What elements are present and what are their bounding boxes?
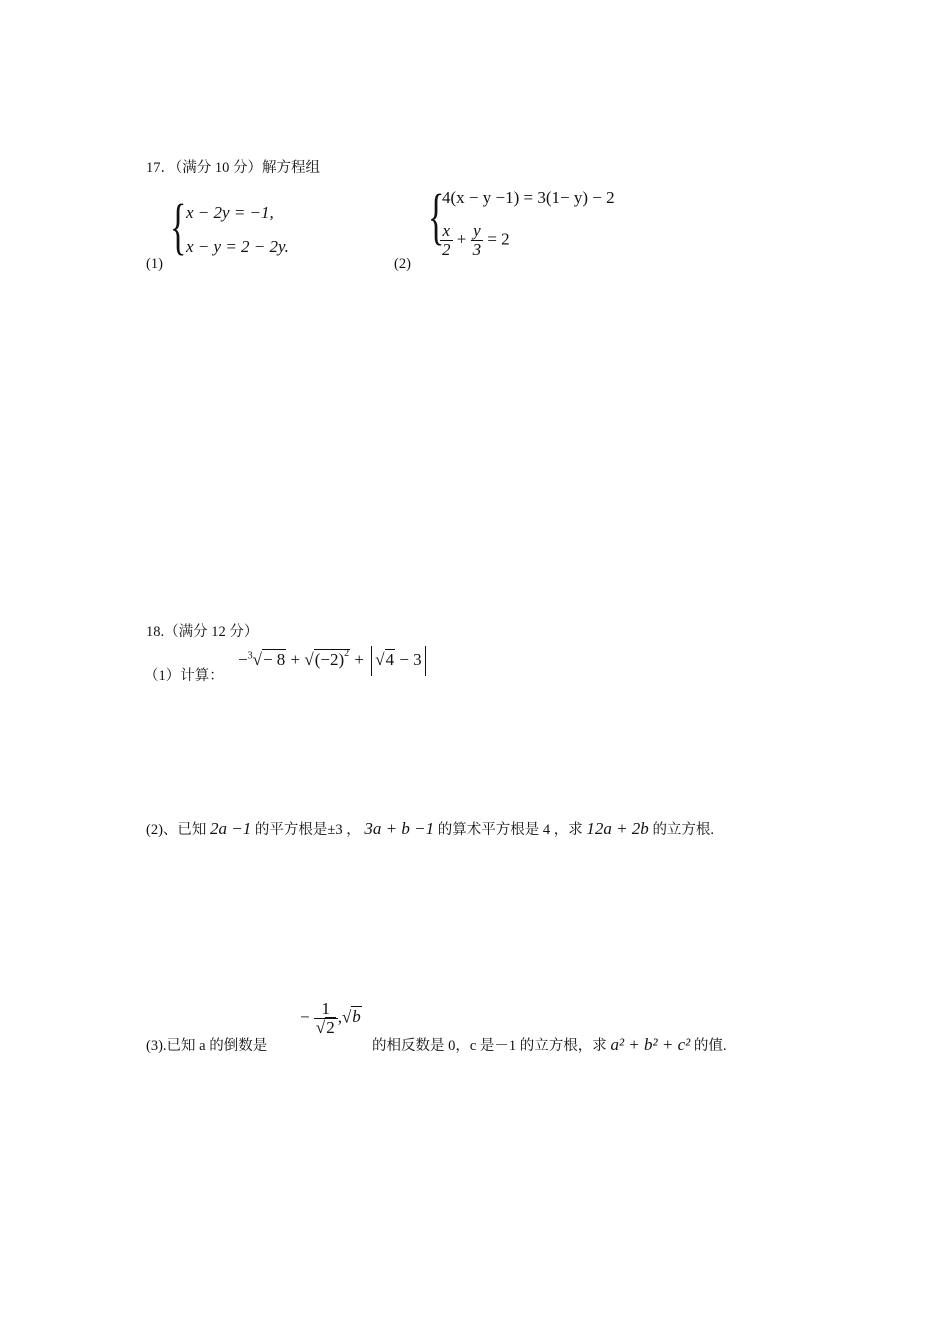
q17-2-eq1: 4(x − y −1) = 3(1− y) − 2: [442, 188, 615, 207]
q18-2-prefix: (2)、已知: [146, 822, 207, 838]
q17-2-label: (2): [394, 256, 411, 272]
expr-2a-1: 2a −1: [210, 819, 252, 838]
minus-sign: −: [238, 649, 248, 669]
q18-1-expression: [238, 646, 429, 676]
sqrt-b: b: [352, 1007, 361, 1027]
q18-3-suffix: 的值.: [693, 1038, 727, 1054]
q18-3-fraction: [300, 1000, 362, 1037]
rhs: = 2: [487, 229, 510, 249]
expr-a2-b2-c2: a² + b² + c²: [610, 1035, 691, 1054]
radical-icon: √: [315, 1017, 326, 1037]
radical-icon: √: [375, 649, 385, 669]
minus-three: − 3: [399, 649, 422, 669]
abs-bar-right: [425, 646, 426, 676]
q17-2-eq2: [440, 222, 510, 259]
q17-1-label: (1): [146, 256, 163, 272]
q17-1-eq2: x − y = 2 − 2y.: [186, 237, 289, 256]
q18-3-rest: [372, 1034, 726, 1055]
q18-2-mid2: 的算术平方根是 4 ，求: [437, 822, 583, 838]
q18-2-line: [146, 818, 714, 839]
frac-x-den: 2: [442, 239, 451, 259]
frac-den: 2: [326, 1017, 335, 1037]
frac-num: 1: [314, 1000, 338, 1019]
plus-sign: +: [456, 229, 467, 249]
left-brace-1: {: [170, 193, 187, 261]
neg-sign: −: [300, 1007, 310, 1027]
q18-2-mid1: 的平方根是±3 ，: [254, 822, 361, 838]
q18-1-label: （1）计算：: [144, 668, 224, 684]
q17-1-eq1: x − 2y = −1,: [186, 203, 274, 222]
radicand-3: 4: [385, 649, 395, 669]
frac-y-den: 3: [472, 239, 482, 259]
plus-sign-2: +: [354, 649, 364, 669]
left-brace-2: {: [428, 183, 445, 251]
plus-sign-1: +: [290, 649, 301, 669]
radical-icon: √: [252, 649, 262, 669]
q18-3-prefix: (3).已知 a 的倒数是: [146, 1038, 268, 1054]
exponent-2: 2: [344, 647, 350, 659]
expr-12a-2b: 12a + 2b: [586, 819, 649, 838]
radical-icon: √: [341, 1007, 352, 1027]
radicand-1: − 8: [262, 649, 286, 669]
comma: ,: [337, 1007, 342, 1027]
radical-icon: √: [304, 649, 314, 669]
expr-3a-b-1: 3a + b −1: [364, 819, 435, 838]
q17-title: 17．（满分 10 分）解方程组: [146, 160, 320, 176]
abs-bar-left: [371, 646, 372, 676]
q18-2-suffix: 的立方根.: [652, 822, 715, 838]
q18-3-mid: 的相反数是 0，c 是－1 的立方根，求: [372, 1038, 607, 1054]
frac-y-num: y: [471, 222, 484, 241]
cube-root-index: 3: [247, 650, 253, 662]
frac-x-num: x: [440, 222, 453, 241]
radicand-2: (−2): [314, 649, 345, 669]
q18-title: 18.（满分 12 分）: [146, 624, 259, 640]
